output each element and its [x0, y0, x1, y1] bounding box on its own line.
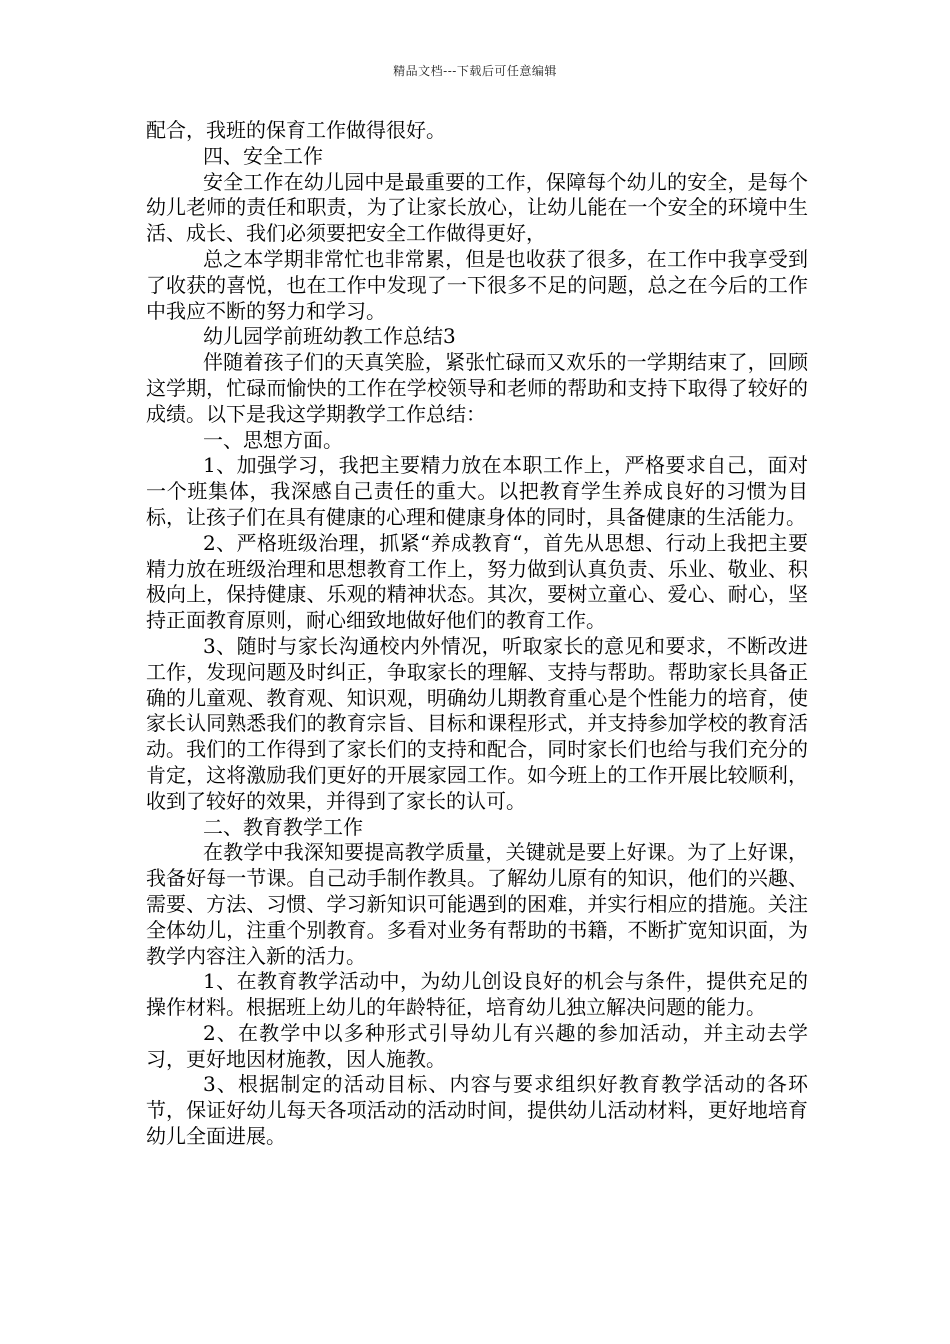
paragraph: 2、严格班级治理，抓紧“养成教育“，首先从思想、行动上我把主要精力放在班级治理和思想教育工作上，努力做到认真负责、乐业、敬业、积极向上，保持健康、乐观的精神状态。其次，要树立童心、爱心、耐心，坚持正面教育原则，耐心细致地做好他们的教育工作。: [146, 530, 808, 633]
paragraph: 伴随着孩子们的天真笑脸，紧张忙碌而又欢乐的一学期结束了，回顾这学期，忙碌而愉快的工作在学校领导和老师的帮助和支持下取得了较好的成绩。以下是我这学期教学工作总结：: [146, 350, 808, 426]
paragraph: 1、在教育教学活动中，为幼儿创设良好的机会与条件，提供充足的操作材料。根据班上幼儿的年龄特征，培育幼儿独立解决问题的能力。: [146, 969, 808, 1020]
document-subtitle: 幼儿园学前班幼教工作总结3: [203, 324, 456, 349]
page-header-note: 精品文档---下载后可任意编辑: [393, 64, 557, 78]
paragraph: 2、在教学中以多种形式引导幼儿有兴趣的参加活动，并主动去学习，更好地因材施教，因人施教。: [146, 1020, 808, 1071]
document-body: [146, 118, 808, 1150]
section-heading: 四、安全工作: [203, 143, 323, 168]
paragraph: 总之本学期非常忙也非常累，但是也收获了很多，在工作中我享受到了收获的喜悦，也在工作中发现了一下很多不足的问题，总之在今后的工作中我应不断的努力和学习。: [146, 246, 808, 323]
paragraph: 安全工作在幼儿园中是最重要的工作，保障每个幼儿的安全，是每个幼儿老师的责任和职责，为了让家长放心，让幼儿能在一个安全的环境中生活、成长、我们必须要把安全工作做得更好，: [146, 169, 808, 246]
paragraph: 配合，我班的保育工作做得很好。: [146, 118, 446, 142]
paragraph: 3、根据制定的活动目标、内容与要求组织好教育教学活动的各环节，保证好幼儿每天各项活动的活动时间，提供幼儿活动材料，更好地培育幼儿全面进展。: [146, 1072, 808, 1149]
section-heading: 一、思想方面。: [203, 427, 343, 452]
paragraph: 3、随时与家长沟通校内外情况，听取家长的意见和要求，不断改进工作，发现问题及时纠正，争取家长的理解、支持与帮助。帮助家长具备正确的儿童观、教育观、知识观，明确幼儿期教育重心是个性能力的培育，使家长认同熟悉我们的教育宗旨、目标和课程形式，并支持参加学校的教育活动。我们的工作得到了家长们的支持和配合，同时家长们也给与我们充分的肯定，这将激励我们更好的开展家园工作。如今班上的工作开展比较顺利，收到了较好的效果，并得到了家长的认可。: [146, 633, 808, 813]
paragraph: 在教学中我深知要提高教学质量，关键就是要上好课。为了上好课，我备好每一节课。自己动手制作教具。了解幼儿原有的知识，他们的兴趣、需要、方法、习惯、学习新知识可能遇到的困难，并实行相应的措施。关注全体幼儿，注重个别教育。多看对业务有帮助的书籍，不断扩宽知识面，为教学内容注入新的活力。: [146, 840, 808, 968]
paragraph: 1、加强学习，我把主要精力放在本职工作上，严格要求自己，面对一个班集体，我深感自己责任的重大。以把教育学生养成良好的习惯为目标，让孩子们在具有健康的心理和健康身体的同时，具备健康的生活能力。: [146, 453, 808, 529]
section-heading: 二、教育教学工作: [203, 814, 363, 839]
